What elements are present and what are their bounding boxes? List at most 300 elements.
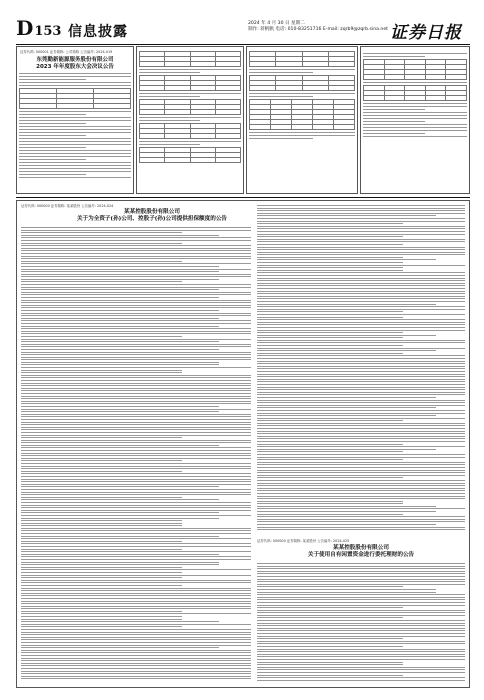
text-line (257, 563, 465, 564)
lower-announcements (16, 200, 470, 688)
text-line (21, 442, 251, 443)
text-line (21, 466, 251, 467)
text-line (257, 368, 465, 369)
text-line (21, 663, 251, 664)
text-line (257, 254, 465, 255)
text-line (257, 514, 403, 515)
text-line (257, 337, 403, 338)
text-line (21, 341, 219, 342)
text-line (21, 541, 182, 542)
text-line (21, 453, 251, 454)
text-line (257, 506, 436, 507)
text-line (21, 505, 251, 506)
text-line (257, 431, 465, 432)
text-line (257, 568, 465, 569)
text-line (257, 646, 403, 647)
text-line (21, 678, 251, 679)
text-line (257, 249, 465, 250)
masthead-rule (16, 44, 470, 45)
text-line (21, 585, 182, 586)
text-line (21, 274, 251, 275)
text-line (257, 342, 465, 343)
text-line (21, 554, 219, 555)
text-line (21, 497, 182, 498)
text-line (257, 350, 436, 351)
text-line (21, 318, 219, 319)
text-line (257, 348, 465, 349)
text-line (21, 575, 251, 576)
text-line (257, 218, 465, 219)
text-line (21, 297, 219, 298)
text-line (257, 400, 465, 401)
text-line (21, 357, 251, 358)
text-line (21, 230, 251, 231)
text-line (21, 432, 251, 433)
text-line (257, 345, 403, 346)
text-line (21, 377, 251, 378)
text-line (257, 662, 403, 663)
text-line (257, 490, 465, 491)
text-line (21, 525, 182, 526)
text-line (21, 440, 251, 441)
text-line (257, 516, 465, 517)
text-line (257, 594, 465, 595)
text-line (21, 266, 219, 267)
text-line (21, 385, 251, 386)
text-line (21, 543, 251, 544)
page-number (16, 18, 61, 39)
text-line (21, 406, 219, 407)
text-line (257, 239, 465, 240)
text-line (21, 567, 182, 568)
text-line (21, 471, 182, 472)
text-line (257, 669, 465, 670)
text-line (257, 361, 465, 362)
text-line (257, 628, 465, 629)
text-line (257, 592, 436, 593)
text-line (257, 586, 403, 587)
text-line (257, 319, 465, 320)
text-line (257, 259, 436, 260)
text-line (21, 551, 251, 552)
text-line (257, 630, 465, 631)
text-line (21, 445, 219, 446)
text-line (21, 613, 251, 614)
text-line (257, 672, 465, 673)
text-line (21, 344, 251, 345)
text-line (21, 409, 251, 410)
vote-table-4 (139, 123, 241, 139)
text-line (21, 227, 251, 228)
text-line (21, 253, 251, 254)
text-line (21, 621, 219, 622)
issue-info (248, 21, 398, 33)
text-line (257, 527, 465, 528)
text-line (257, 464, 465, 465)
text-line (257, 340, 465, 341)
section-divider (16, 197, 470, 198)
page-letter: D (16, 16, 34, 40)
text-line (21, 650, 251, 651)
section-title: 信息披露 (68, 24, 128, 40)
text-line (257, 436, 465, 437)
text-line (21, 313, 251, 314)
text-line (257, 376, 465, 377)
text-line (257, 402, 465, 403)
lower-left-heading (37, 209, 267, 223)
text-line (257, 213, 465, 214)
text-line (257, 664, 403, 665)
text-line (257, 244, 403, 245)
upper-left-stock-codes: 证券代码: 000001 证券简称: 公司简称 公告编号: 2024-019 (20, 50, 113, 54)
text-line (21, 562, 219, 563)
text-line (257, 605, 465, 606)
text-line (257, 636, 465, 637)
text-line (21, 590, 251, 591)
text-line (257, 247, 465, 248)
text-line (21, 437, 182, 438)
newspaper-logo: 证券日报 (390, 23, 462, 43)
text-line (257, 231, 465, 232)
text-line (257, 654, 465, 655)
text-line (21, 263, 251, 264)
text-line (21, 300, 251, 301)
text-line (21, 271, 219, 272)
text-line (21, 499, 219, 500)
text-line (21, 328, 251, 329)
text-line (257, 332, 403, 333)
lower-left-stock-codes: 证券代码: 000000 证券简称: 某某股份 公告编号: 2024-024 (21, 204, 114, 208)
text-line (21, 367, 251, 368)
text-line (257, 379, 465, 380)
text-line (21, 616, 182, 617)
text-line (257, 508, 465, 509)
vote-table-7 (249, 75, 355, 91)
text-line (257, 285, 465, 286)
text-line (257, 355, 465, 356)
upper-left-announcement (16, 46, 134, 194)
text-line (257, 498, 465, 499)
text-line (257, 420, 403, 421)
vote-table-10 (363, 85, 467, 101)
text-line (21, 486, 219, 487)
text-line (257, 410, 465, 411)
text-line (257, 262, 403, 263)
text-line (21, 336, 182, 337)
text-line (21, 364, 219, 365)
text-line (257, 488, 465, 489)
text-line (257, 392, 465, 393)
text-line (21, 629, 251, 630)
text-line (21, 455, 251, 456)
text-line (257, 301, 465, 302)
text-line (257, 462, 465, 463)
text-line (257, 366, 465, 367)
text-line (257, 208, 465, 209)
text-line (257, 296, 465, 297)
upper-right-tables (360, 46, 470, 194)
text-line (21, 533, 251, 534)
text-line (21, 250, 251, 251)
text-line (257, 467, 465, 468)
text-line (257, 597, 465, 598)
text-line (21, 414, 251, 415)
text-line (21, 502, 251, 503)
text-line (21, 393, 251, 394)
text-line (257, 503, 403, 504)
text-line (257, 236, 403, 237)
text-line (21, 243, 182, 244)
text-line (21, 569, 251, 570)
text-line (257, 353, 403, 354)
text-line (21, 307, 251, 308)
text-line (21, 429, 251, 430)
text-line (21, 370, 182, 371)
text-line (257, 324, 465, 325)
text-line (257, 275, 465, 276)
text-line (257, 581, 465, 582)
text-line (21, 595, 251, 596)
text-line (21, 458, 251, 459)
text-line (21, 284, 251, 285)
text-line (257, 381, 465, 382)
text-line (21, 362, 219, 363)
masthead (16, 18, 470, 42)
text-line (21, 460, 182, 461)
text-line (257, 363, 465, 364)
text-line (257, 602, 465, 603)
text-line (257, 623, 465, 624)
text-line (257, 322, 465, 323)
text-line (21, 468, 251, 469)
text-line (257, 566, 465, 567)
text-line (21, 658, 251, 659)
issue-contact: 制作: 蒋帆帆 电话: 010-83251716 E-mail: zqrb9@zqrb.sina.net (248, 27, 388, 32)
text-line (257, 477, 403, 478)
text-line (257, 223, 403, 224)
text-line (21, 450, 251, 451)
text-line (257, 438, 465, 439)
lower-right-title: 关于使用自有闲置资金进行委托理财的公告 (307, 552, 415, 558)
text-line (21, 536, 219, 537)
text-line (21, 479, 251, 480)
text-line (21, 556, 251, 557)
text-line (21, 572, 182, 573)
text-line (21, 326, 219, 327)
text-line (257, 327, 465, 328)
text-line (257, 314, 465, 315)
text-line (21, 372, 182, 373)
text-line (257, 278, 465, 279)
text-line (257, 428, 465, 429)
vote-table-5 (139, 147, 241, 163)
text-line (257, 280, 465, 281)
text-line (257, 446, 465, 447)
text-line (21, 237, 251, 238)
lower-right-company: 某某控股股份有限公司 (333, 545, 389, 551)
lower-right-second-column (257, 563, 465, 683)
lower-right-stock-codes: 证券代码: 000000 证券简称: 某某股份 公告编号: 2024-025 (257, 539, 350, 543)
text-line (257, 612, 465, 613)
text-line (257, 358, 465, 359)
text-line (257, 441, 465, 442)
text-line (21, 292, 251, 293)
text-line (21, 388, 251, 389)
text-line (257, 519, 465, 520)
text-line (21, 287, 251, 288)
text-line (21, 339, 251, 340)
text-line (21, 315, 251, 316)
text-line (257, 633, 465, 634)
text-line (257, 293, 465, 294)
upper-left-company: 东莞勤新能源服务股份有限公司 (36, 57, 114, 63)
text-line (257, 607, 403, 608)
text-line (21, 494, 251, 495)
text-line (257, 483, 465, 484)
text-line (21, 603, 251, 604)
text-line (21, 645, 251, 646)
text-line (21, 352, 251, 353)
text-line (21, 619, 182, 620)
text-line (21, 492, 251, 493)
vote-table-9 (363, 59, 467, 80)
text-line (21, 375, 251, 376)
text-line (21, 346, 251, 347)
text-line (257, 306, 465, 307)
text-line (21, 510, 251, 511)
text-line (257, 415, 436, 416)
text-line (257, 459, 403, 460)
text-line (257, 475, 465, 476)
text-line (21, 403, 251, 404)
text-line (257, 405, 465, 406)
text-line (21, 302, 251, 303)
text-line (21, 380, 251, 381)
text-line (257, 571, 465, 572)
text-line (21, 484, 251, 485)
text-line (21, 668, 251, 669)
text-line (21, 546, 251, 547)
text-line (21, 588, 251, 589)
text-line (257, 425, 465, 426)
text-line (257, 457, 465, 458)
text-line (21, 580, 251, 581)
text-line (257, 496, 465, 497)
text-line (21, 269, 251, 270)
text-line (21, 248, 251, 249)
text-line (21, 549, 182, 550)
text-line (21, 564, 219, 565)
text-line (21, 416, 251, 417)
text-line (21, 447, 251, 448)
text-line (257, 371, 465, 372)
text-line (21, 642, 251, 643)
text-line (257, 521, 465, 522)
text-line (257, 651, 465, 652)
text-line (21, 538, 251, 539)
lower-right-text-column (257, 205, 465, 535)
text-line (257, 330, 465, 331)
text-line (21, 422, 251, 423)
text-line (21, 577, 182, 578)
text-line (21, 634, 251, 635)
lower-left-company: 某某控股股份有限公司 (124, 209, 180, 215)
text-line (21, 427, 251, 428)
text-line (257, 288, 465, 289)
text-line (257, 433, 465, 434)
text-line (257, 228, 465, 229)
text-line (21, 673, 251, 674)
text-line (257, 413, 465, 414)
text-line (257, 680, 465, 681)
text-line (21, 349, 219, 350)
text-line (21, 333, 251, 334)
text-line (257, 267, 403, 268)
text-line (257, 265, 465, 266)
text-line (21, 489, 251, 490)
issue-date: 2024 年 4 月 30 日 星期二 (248, 21, 305, 26)
text-line (257, 620, 465, 621)
text-line (257, 480, 465, 481)
text-line (257, 659, 465, 660)
upper-mid-tables-1 (136, 46, 244, 194)
text-line (21, 294, 251, 295)
vote-table-3 (139, 99, 241, 115)
text-line (257, 215, 436, 216)
text-line (257, 584, 465, 585)
text-line (257, 599, 465, 600)
text-line (257, 573, 465, 574)
text-line (257, 485, 465, 486)
vote-table-1 (139, 51, 241, 67)
text-line (21, 279, 219, 280)
text-line (257, 511, 436, 512)
text-line (21, 396, 251, 397)
text-line (257, 397, 436, 398)
text-line (21, 637, 251, 638)
text-line (21, 424, 251, 425)
text-line (21, 676, 251, 677)
text-line (21, 258, 251, 259)
text-line (257, 298, 465, 299)
text-line (257, 252, 465, 253)
text-line (257, 423, 465, 424)
text-line (21, 398, 251, 399)
text-line (21, 601, 251, 602)
text-line (257, 649, 465, 650)
text-line (257, 335, 436, 336)
text-line (257, 387, 465, 388)
text-line (21, 582, 251, 583)
text-line (257, 291, 465, 292)
text-line (21, 390, 251, 391)
vote-table-6 (249, 51, 355, 67)
text-line (21, 435, 251, 436)
text-line (21, 476, 251, 477)
text-line (257, 221, 465, 222)
text-line (257, 234, 465, 235)
text-line (257, 394, 465, 395)
text-line (21, 559, 251, 560)
text-line (257, 501, 403, 502)
text-line (257, 389, 465, 390)
text-line (21, 305, 251, 306)
text-line (21, 655, 251, 656)
text-line (257, 656, 465, 657)
text-line (257, 529, 465, 530)
text-line (257, 384, 465, 385)
text-line (257, 667, 465, 668)
